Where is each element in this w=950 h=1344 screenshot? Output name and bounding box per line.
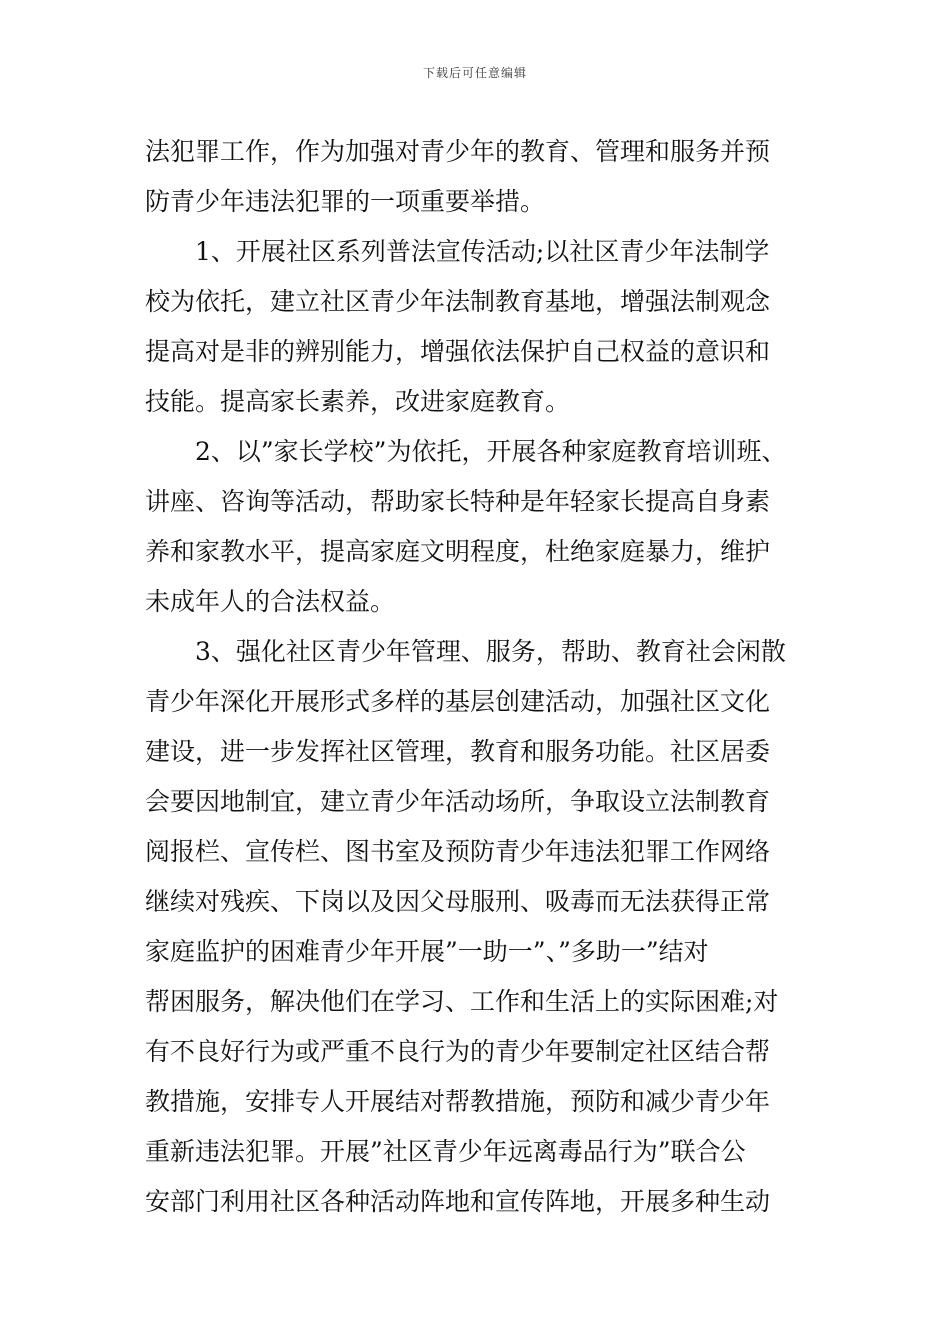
- text-line: 有不良好行为或严重不良行为的青少年要制定社区结合帮: [145, 1037, 771, 1066]
- text-line: 继续对残疾、下岗以及因父母服刑、吸毒而无法获得正常: [145, 887, 771, 916]
- text-line: 1、开展社区系列普法宣传活动;以社区青少年法制学: [195, 237, 770, 266]
- text-line: 未成年人的合法权益。: [145, 587, 396, 616]
- text-line: 会要因地制宜，建立青少年活动场所，争取设立法制教育: [145, 787, 771, 816]
- text-line: 养和家教水平，提高家庭文明程度，杜绝家庭暴力，维护: [145, 537, 771, 566]
- text-line: 防青少年违法犯罪的一项重要举措。: [145, 187, 546, 216]
- text-line: 3、强化社区青少年管理、服务，帮助、教育社会闲散: [195, 637, 786, 666]
- text-line: 技能。提高家长素养，改进家庭教育。: [145, 387, 571, 416]
- text-line: 提高对是非的辨别能力，增强依法保护自己权益的意识和: [145, 337, 771, 366]
- text-line: 2、以”家长学校”为依托，开展各种家庭教育培训班、: [195, 437, 787, 466]
- text-line: 法犯罪工作，作为加强对青少年的教育、管理和服务并预: [145, 137, 771, 166]
- text-line: 重新违法犯罪。开展”社区青少年远离毒品行为”联合公: [145, 1137, 746, 1166]
- text-line: 帮困服务，解决他们在学习、工作和生活上的实际困难;对: [145, 987, 779, 1016]
- page-header: 下载后可任意编辑: [422, 66, 527, 80]
- text-line: 建设，进一步发挥社区管理，教育和服务功能。社区居委: [145, 737, 771, 766]
- text-line: 家庭监护的困难青少年开展”一助一”、”多助一”结对: [145, 937, 709, 966]
- text-line: 安部门利用社区各种活动阵地和宣传阵地，开展多种生动: [145, 1187, 771, 1216]
- text-line: 青少年深化开展形式多样的基层创建活动，加强社区文化: [145, 687, 771, 716]
- document-body: [145, 127, 825, 1227]
- text-line: 讲座、咨询等活动，帮助家长特种是年轻家长提高自身素: [145, 487, 771, 516]
- text-line: 阅报栏、宣传栏、图书室及预防青少年违法犯罪工作网络: [145, 837, 771, 866]
- text-line: 教措施，安排专人开展结对帮教措施，预防和减少青少年: [145, 1087, 771, 1116]
- text-line: 校为依托，建立社区青少年法制教育基地，增强法制观念: [145, 287, 771, 316]
